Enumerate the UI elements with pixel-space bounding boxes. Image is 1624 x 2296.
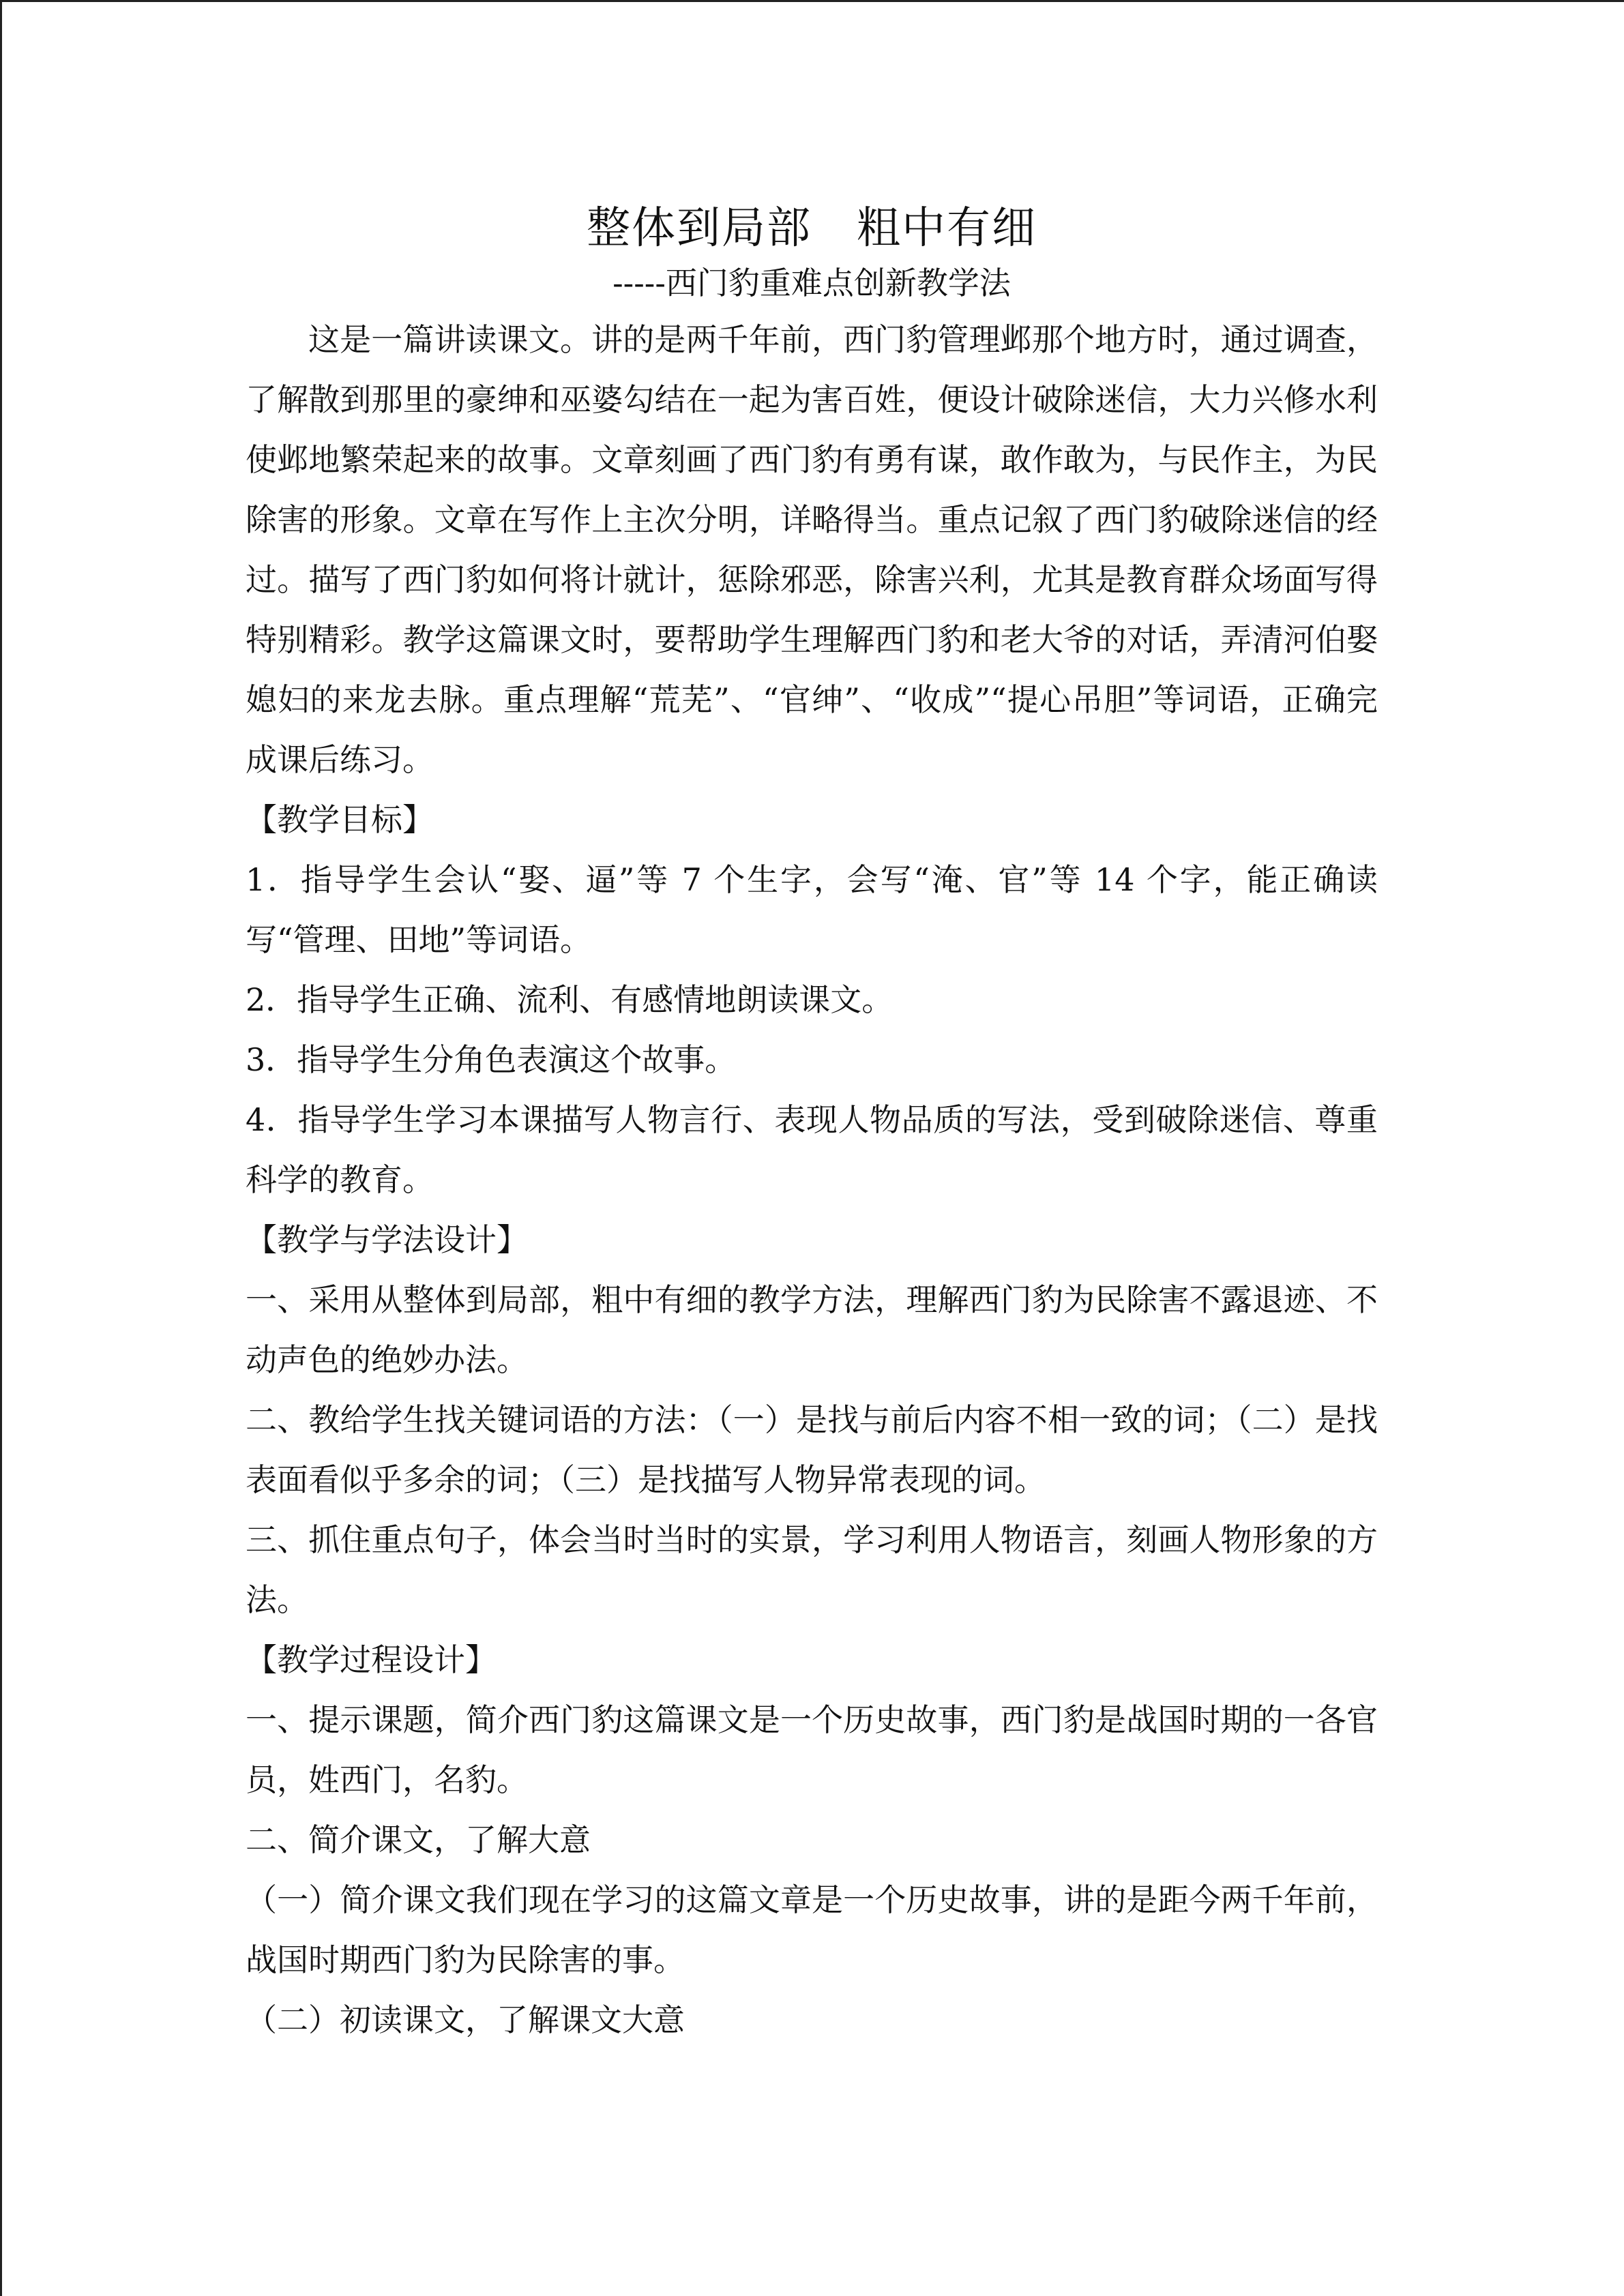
page-border-top — [0, 0, 1624, 2]
process-item: （一）简介课文我们现在学习的这篇文章是一个历史故事，讲的是距今两千年前，战国时期西门豹为民除害的事。 — [246, 1881, 1378, 1978]
methods-heading: 【教学与学法设计】 — [246, 1221, 528, 1258]
goal-item: 2．指导学生正确、流利、有感情地朗读课文。 — [246, 981, 894, 1018]
method-item: 二、教给学生找关键词语的方法：（一）是找与前后内容不相一致的词；（二）是找表面看似乎多余的词；（三）是找描写人物异常表现的词。 — [246, 1401, 1378, 1498]
goals-heading: 【教学目标】 — [246, 801, 434, 838]
process-item: （二）初读课文，了解课文大意 — [246, 2001, 685, 2038]
goal-item: 1．指导学生会认“娶、逼”等 7 个生字，会写“淹、官”等 14 个字，能正确读写“管理、田地”等词语。 — [246, 861, 1378, 958]
goal-item: 3．指导学生分角色表演这个故事。 — [246, 1041, 737, 1078]
method-item: 三、抓住重点句子，体会当时当时的实景，学习利用人物语言，刻画人物形象的方法。 — [246, 1521, 1378, 1618]
method-item: 一、采用从整体到局部，粗中有细的教学方法，理解西门豹为民除害不露退迹、不动声色的绝妙办法。 — [246, 1281, 1378, 1378]
intro-paragraph: 这是一篇讲读课文。讲的是两千年前，西门豹管理邺那个地方时，通过调查，了解散到那里的豪绅和巫婆勾结在一起为害百姓，便设计破除迷信，大力兴修水利使邺地繁荣起来的故事。文章刻画了西门豹有勇有谋，敢作敢为，与民作主，为民除害的形象。文章在写作上主次分明，详略得当。重点记叙了西门豹破除迷信的经过。描写了西门豹如何将计就计，惩除邪恶，除害兴利，尤其是教育群众场面写得特别精彩。教学这篇课文时，要帮助学生理解西门豹和老大爷的对话，弄清河伯娶媳妇的来龙去脉。重点理解“荒芜”、“官绅”、“收成”“提心吊胆”等词语，正确完成课后练习。 — [246, 321, 1378, 778]
document-body — [246, 198, 1378, 2050]
process-item: 一、提示课题，简介西门豹这篇课文是一个历史故事，西门豹是战国时期的一各官员，姓西门，名豹。 — [246, 1701, 1378, 1798]
process-item: 二、简介课文，了解大意 — [246, 1821, 591, 1858]
goal-item: 4．指导学生学习本课描写人物言行、表现人物品质的写法，受到破除迷信、尊重科学的教育。 — [246, 1101, 1378, 1198]
document-title: 整体到局部 粗中有细 — [587, 203, 1037, 254]
process-heading: 【教学过程设计】 — [246, 1641, 497, 1678]
document-subtitle: -----西门豹重难点创新教学法 — [612, 265, 1011, 301]
page-border-left — [0, 0, 2, 2296]
